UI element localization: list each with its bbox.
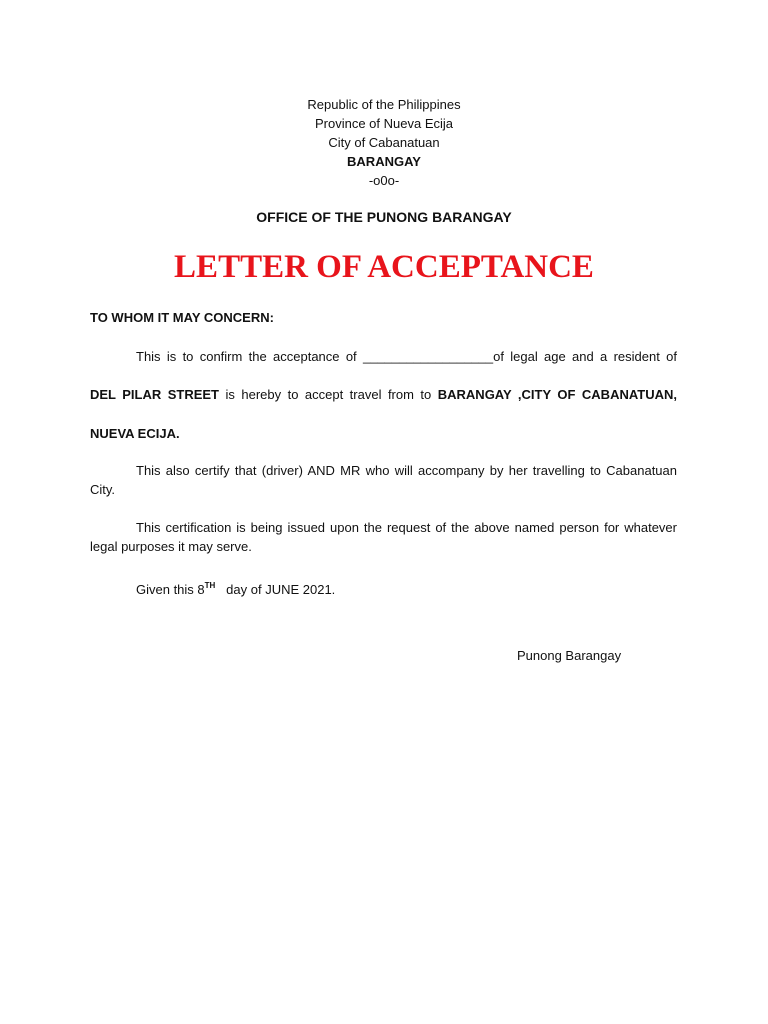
date-text-end: day of JUNE 2021. xyxy=(215,582,336,597)
letterhead-barangay: BARANGAY xyxy=(347,154,421,169)
letterhead-divider: -o0o- xyxy=(368,173,400,188)
paragraph-confirmation xyxy=(90,347,677,366)
driver-text: This also certify that (driver) AND MR who will accompany by her travelling to Cabanatuan City. xyxy=(90,463,677,497)
letterhead-province: Province of Nueva Ecija xyxy=(314,116,453,131)
street-name: DEL PILAR STREET xyxy=(90,387,220,402)
confirmation-text-end: of legal age and a resident of xyxy=(493,349,677,364)
paragraph-driver xyxy=(90,461,677,499)
date-text-start: Given this 8 xyxy=(136,582,205,597)
residence-text: is hereby to accept travel from to xyxy=(219,387,438,402)
name-blank-line: __________________ xyxy=(362,349,494,364)
signature-title: Punong Barangay xyxy=(517,648,622,663)
document-title: LETTER OF ACCEPTANCE xyxy=(174,249,594,285)
confirmation-text-start: This is to confirm the acceptance of xyxy=(136,349,363,364)
paragraph-date xyxy=(90,576,677,599)
paragraph-province: NUEVA ECIJA. xyxy=(90,426,180,441)
letterhead-country: Republic of the Philippines xyxy=(307,97,461,112)
salutation: TO WHOM IT MAY CONCERN: xyxy=(90,310,274,325)
office-heading: OFFICE OF THE PUNONG BARANGAY xyxy=(256,209,512,225)
certification-text: This certification is being issued upon the request of the above named person for whatever legal purposes it may serve. xyxy=(90,520,677,554)
paragraph-certification xyxy=(90,518,677,556)
paragraph-residence xyxy=(90,385,677,404)
letterhead xyxy=(0,95,768,190)
date-superscript: TH xyxy=(204,581,216,590)
letterhead-city: City of Cabanatuan xyxy=(328,135,440,150)
destination-text: BARANGAY ,CITY OF CABANATUAN, xyxy=(437,387,677,402)
